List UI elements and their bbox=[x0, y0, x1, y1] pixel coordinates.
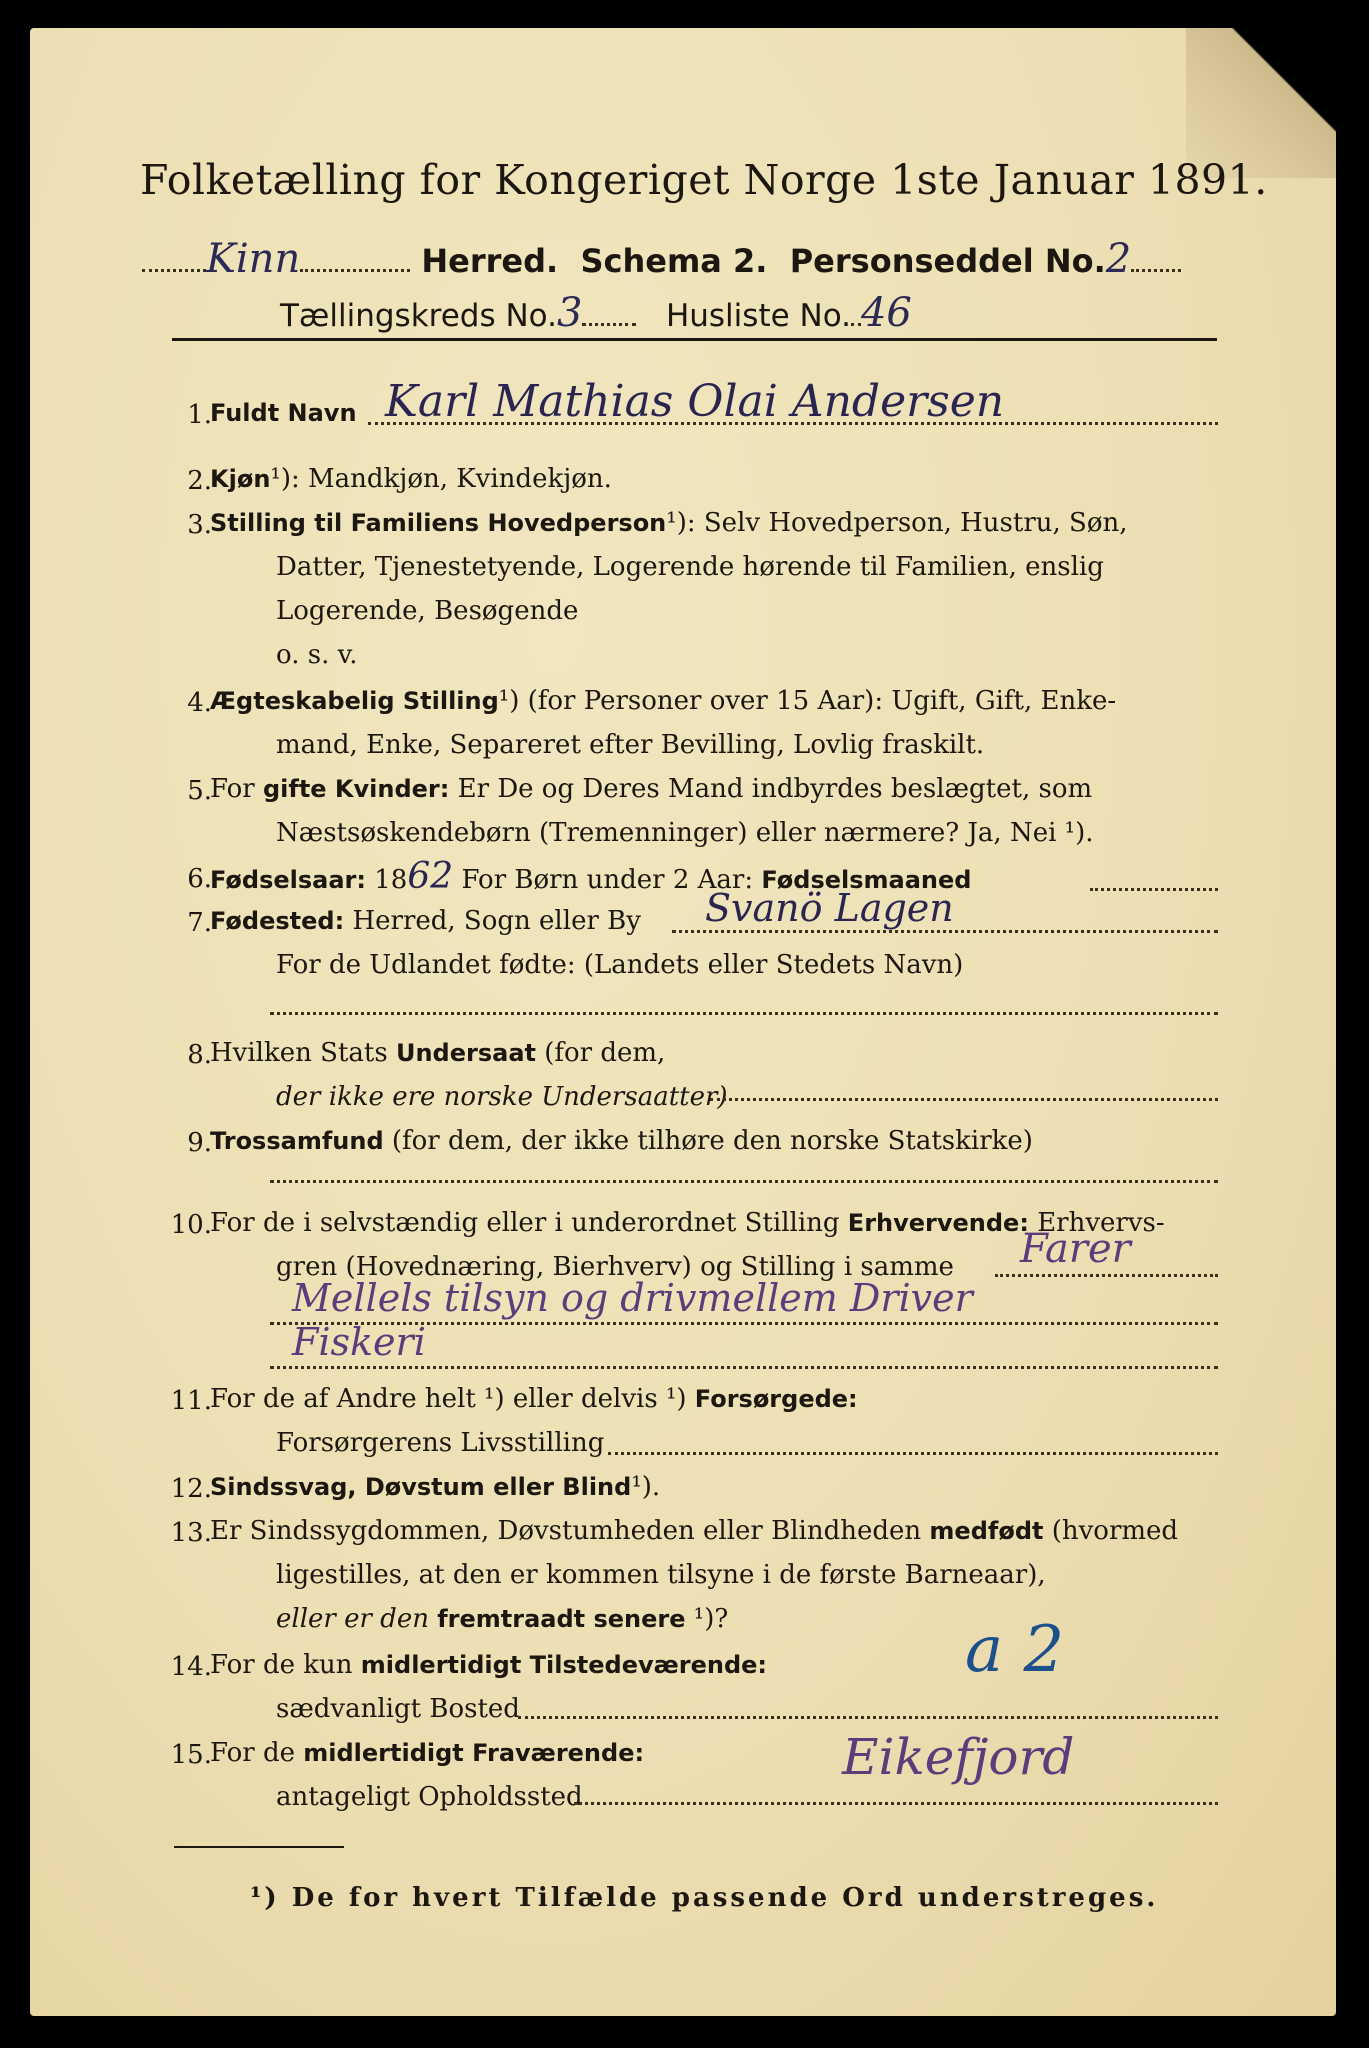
item-text: ¹): Mandkjøn, Kvindekjøn. bbox=[270, 464, 612, 494]
item-8 bbox=[210, 1031, 728, 1119]
item-number: 1. bbox=[187, 400, 212, 430]
husliste-number: 46 bbox=[860, 290, 912, 336]
item-number: 11. bbox=[170, 1386, 212, 1416]
item-label: gifte Kvinder: bbox=[262, 775, 450, 803]
item-label: Fødested: bbox=[210, 907, 345, 935]
item-text: ¹) (for Personer over 15 Aar): Ugift, Gift, Enke- bbox=[498, 686, 1117, 716]
item-text: ¹). bbox=[631, 1472, 661, 1502]
item-number: 5. bbox=[187, 776, 212, 806]
absence-place-answer: Eikefjord bbox=[842, 1728, 1075, 1786]
item-text: 18 bbox=[374, 865, 408, 895]
item-text: (for dem, der ikke tilhøre den norske Statskirke) bbox=[391, 1126, 1033, 1156]
fill-line bbox=[608, 1450, 1218, 1455]
item-text: For de Udlandet fødte: (Landets eller Stedets Navn) bbox=[276, 950, 964, 980]
item-2 bbox=[210, 457, 612, 501]
item-text: For de kun bbox=[210, 1650, 353, 1680]
fill-line bbox=[270, 1364, 1218, 1369]
header-rule bbox=[172, 338, 1217, 341]
item-text: Er De og Deres Mand indbyrdes beslægtet, som bbox=[457, 774, 1093, 804]
item-text: Herred, Sogn eller By bbox=[352, 906, 641, 936]
occupation-answer-2: Mellels tilsyn og drivmellem Driver bbox=[292, 1276, 973, 1320]
item-number: 3. bbox=[187, 510, 212, 540]
item-number: 10. bbox=[170, 1210, 212, 1240]
census-form bbox=[30, 28, 1336, 2016]
item-number: 4. bbox=[187, 688, 212, 718]
name-answer: Karl Mathias Olai Andersen bbox=[385, 376, 1005, 427]
item-label: fremtraadt senere bbox=[437, 1605, 686, 1633]
item-label: Stilling til Familiens Hovedperson bbox=[210, 509, 667, 537]
item-text: ¹): Selv Hovedperson, Hustru, Søn, bbox=[666, 508, 1128, 538]
item-label: medfødt bbox=[929, 1517, 1044, 1545]
item-text: ¹)? bbox=[693, 1604, 729, 1634]
fill-line bbox=[270, 1178, 1218, 1183]
item-text: gren (Hovednæring, Bierhverv) og Stilling i samme bbox=[276, 1252, 954, 1282]
item-number: 12. bbox=[170, 1474, 212, 1504]
blue-annotation: a 2 bbox=[965, 1613, 1065, 1687]
fill-line bbox=[574, 1800, 1218, 1805]
item-text: ligestilles, at den er kommen tilsyne i de første Barneaar), bbox=[276, 1560, 1046, 1590]
item-number: 8. bbox=[187, 1040, 212, 1070]
personseddel-label: Personseddel No. bbox=[789, 242, 1106, 280]
fill-line bbox=[1090, 886, 1218, 891]
schema-label: Schema 2. bbox=[580, 242, 768, 280]
occupation-answer-3: Fiskeri bbox=[292, 1320, 426, 1364]
husliste-label: Husliste No. bbox=[665, 298, 851, 334]
birthplace-answer: Svanö Lagen bbox=[705, 886, 954, 930]
item-text: Forsørgerens Livsstilling bbox=[276, 1428, 605, 1458]
item-text: For de i selvstændig eller i underordnet Stilling bbox=[210, 1208, 840, 1238]
item-text: (hvormed bbox=[1051, 1516, 1179, 1546]
item-text: Hvilken Stats bbox=[210, 1038, 388, 1068]
birth-year-answer: 62 bbox=[407, 856, 454, 897]
item-text: Datter, Tjenestetyende, Logerende hørende til Familien, enslig bbox=[276, 552, 1104, 582]
item-text: mand, Enke, Separeret efter Bevilling, Lovlig fraskilt. bbox=[276, 730, 985, 760]
item-label: Forsørgede: bbox=[694, 1385, 858, 1413]
kreds-number: 3 bbox=[556, 290, 583, 336]
item-text: antageligt Opholdssted bbox=[276, 1782, 583, 1812]
footnote: ¹) De for hvert Tilfælde passende Ord understreges. bbox=[250, 1883, 1159, 1913]
herred-handwritten: Kinn bbox=[206, 236, 301, 282]
item-text: eller er den bbox=[276, 1604, 429, 1634]
item-label: Trossamfund bbox=[210, 1127, 384, 1155]
item-text: Logerende, Besøgende bbox=[276, 596, 579, 626]
kreds-label: Tællingskreds No. bbox=[280, 298, 557, 334]
item-12 bbox=[210, 1465, 660, 1509]
item-text: sædvanligt Bosted bbox=[276, 1694, 520, 1724]
item-label: Fødselsaar: bbox=[210, 866, 366, 894]
item-number: 9. bbox=[187, 1128, 212, 1158]
item-text: (for dem, bbox=[544, 1038, 666, 1068]
item-label: Undersaat bbox=[395, 1039, 536, 1067]
item-number: 2. bbox=[187, 466, 212, 496]
kreds-line bbox=[280, 290, 912, 336]
item-text: Er Sindssygdommen, Døvstumheden eller Blindheden bbox=[210, 1516, 922, 1546]
item-text: For de af Andre helt ¹) eller delvis ¹) bbox=[210, 1384, 687, 1414]
item-text: For bbox=[210, 774, 255, 804]
item-4 bbox=[210, 679, 1116, 767]
item-number: 14. bbox=[170, 1652, 212, 1682]
item-text: Næstsøskendebørn (Tremenninger) eller nærmere? Ja, Nei ¹). bbox=[276, 818, 1094, 848]
item-text: o. s. v. bbox=[276, 640, 358, 670]
item-number: 15. bbox=[170, 1740, 212, 1770]
fill-line bbox=[518, 1714, 1218, 1719]
footnote-rule bbox=[174, 1846, 344, 1848]
item-5 bbox=[210, 767, 1094, 855]
item-text: der ikke ere norske Undersaatter) bbox=[276, 1082, 728, 1112]
item-number: 13. bbox=[170, 1518, 212, 1548]
item-text: For Børn under 2 Aar: bbox=[461, 865, 754, 895]
item-label: Ægteskabelig Stilling bbox=[210, 687, 499, 715]
item-label: Erhvervende: bbox=[847, 1209, 1029, 1237]
item-text: For de bbox=[210, 1738, 295, 1768]
form-title: Folketælling for Kongeriget Norge 1ste Januar 1891. bbox=[140, 156, 1268, 204]
fill-line bbox=[710, 1096, 1218, 1101]
item-9 bbox=[210, 1119, 1033, 1163]
herred-line bbox=[142, 236, 1181, 282]
item-label: Sindssvag, Døvstum eller Blind bbox=[210, 1473, 632, 1501]
item-label: midlertidigt Fraværende: bbox=[303, 1739, 645, 1767]
herred-label: Herred. bbox=[421, 242, 559, 280]
item-3 bbox=[210, 501, 1220, 677]
item-label: Fødselsmaaned bbox=[761, 866, 972, 894]
item-label: Fuldt Navn bbox=[210, 399, 357, 427]
item-text: Erhvervs- bbox=[1037, 1208, 1165, 1238]
item-1 bbox=[210, 391, 357, 435]
item-label: Kjøn bbox=[210, 465, 271, 493]
item-15 bbox=[210, 1731, 644, 1819]
personseddel-number: 2 bbox=[1105, 236, 1132, 282]
item-label: midlertidigt Tilstedeværende: bbox=[360, 1651, 768, 1679]
occupation-answer: Farer bbox=[1020, 1226, 1131, 1272]
fill-line bbox=[270, 1010, 1218, 1015]
fill-line bbox=[995, 1272, 1218, 1277]
item-number: 7. bbox=[187, 908, 212, 938]
item-number: 6. bbox=[187, 864, 212, 894]
